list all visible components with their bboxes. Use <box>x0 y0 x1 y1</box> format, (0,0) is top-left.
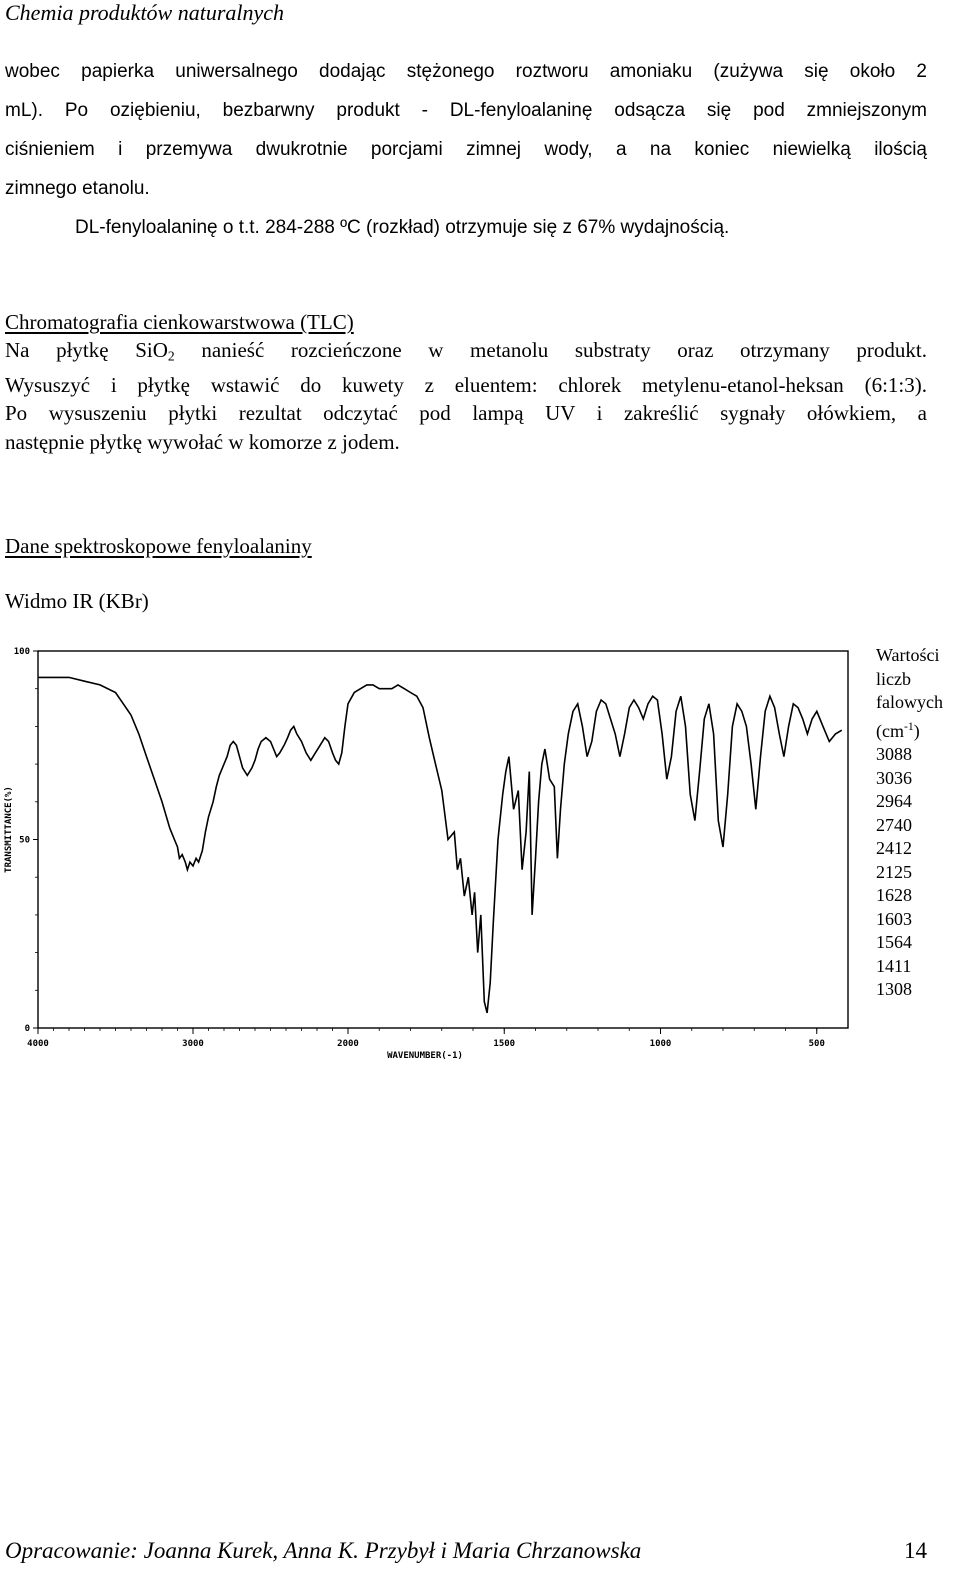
tlc-line-2: Wysuszyć i płytkę wstawić do kuwety z eluentem: chlorek metylenu-etanol-heksan (6:1:3). <box>5 372 927 397</box>
wavenumber-value: 1603 <box>876 908 912 929</box>
page-header-title: Chemia produktów naturalnych <box>5 0 285 25</box>
wavenumber-unit-superscript: -1 <box>903 719 914 733</box>
y-tick-label: 100 <box>13 647 30 657</box>
y-tick-label: 50 <box>19 835 30 846</box>
wavenumber-value: 2740 <box>876 814 912 835</box>
page-number: 14 <box>904 1538 927 1563</box>
x-axis-label: WAVENUMBER(-1) <box>387 1051 463 1061</box>
tlc-line-1 <box>5 336 927 371</box>
page-footer <box>5 1538 927 1564</box>
procedure-result-line: DL-fenyloalaninę o t.t. 284-288 ºC (rozkład) otrzymuje się z 67% wydajnością. <box>75 217 730 238</box>
x-tick-label: 1500 <box>493 1039 516 1049</box>
wavenumber-value: 1628 <box>876 885 912 906</box>
ir-spectrum-label: Widmo IR (KBr) <box>5 589 149 613</box>
x-tick-label: 500 <box>808 1039 825 1049</box>
x-tick-label: 3000 <box>182 1039 204 1049</box>
procedure-line-3: ciśnieniem i przemywa dwukrotnie porcjami zimnej wody, a na koniec niewielką ilością <box>5 139 927 160</box>
procedure-line-4: zimnego etanolu. <box>5 178 150 199</box>
tlc-paragraph <box>5 336 927 456</box>
procedure-line-1: wobec papierka uniwersalnego dodając stężonego roztworu amoniaku (zużywa się około 2 <box>5 61 927 82</box>
wavenumber-value: 3088 <box>876 744 912 765</box>
wavenumber-list <box>876 644 943 1002</box>
series-line <box>38 677 842 1013</box>
wavenumber-heading-1: Wartości <box>876 645 940 665</box>
wavenumber-value: 2412 <box>876 838 912 859</box>
x-tick-label: 4000 <box>27 1039 49 1049</box>
tlc-line-1-subscript: 2 <box>167 348 175 364</box>
y-tick-label: 0 <box>24 1024 30 1034</box>
footer-authors: Opracowanie: Joanna Kurek, Anna K. Przybył i Maria Chrzanowska <box>5 1538 642 1563</box>
wavenumber-heading-2: liczb <box>876 668 911 689</box>
spectroscopy-heading: Dane spektroskopowe fenyloalaniny <box>5 534 312 558</box>
wavenumber-unit-end: ) <box>913 720 920 741</box>
tlc-line-1-end: nanieść rozcieńczone w metanolu substraty oraz otrzymany produkt. <box>174 338 927 362</box>
procedure-line-2: mL). Po oziębieniu, bezbarwny produkt - DL-fenyloalaninę odsącza się pod zmniejszonym <box>5 100 927 121</box>
wavenumber-value: 2125 <box>876 861 912 882</box>
wavenumber-unit-start: (cm <box>876 720 904 741</box>
chart-ticks <box>14 647 825 1049</box>
plot-frame <box>38 651 848 1028</box>
wavenumber-value: 2964 <box>876 791 912 812</box>
x-tick-label: 2000 <box>337 1039 359 1049</box>
wavenumber-value: 1308 <box>876 979 912 1000</box>
wavenumber-value: 3036 <box>876 767 912 788</box>
wavenumber-value: 1564 <box>876 932 912 953</box>
tlc-line-3: Po wysuszeniu płytki rezultat odczytać pod lampą UV i zakreślić sygnały ołówkiem, a <box>5 401 927 426</box>
wavenumber-value: 1411 <box>876 955 912 976</box>
y-axis-label: TRANSMITTANCE(%) <box>4 786 14 873</box>
procedure-paragraph <box>5 52 927 247</box>
tlc-line-4: następnie płytkę wywołać w komorze z jodem. <box>5 429 400 454</box>
chart-axes <box>38 651 848 1028</box>
tlc-heading: Chromatografia cienkowarstwowa (TLC) <box>5 310 354 334</box>
tlc-line-1-start: Na płytkę SiO <box>5 338 168 362</box>
ir-spectrum-chart <box>0 638 860 1078</box>
wavenumber-heading-3: falowych <box>876 692 943 712</box>
x-tick-label: 1000 <box>649 1039 672 1049</box>
wavenumber-unit <box>876 715 943 744</box>
